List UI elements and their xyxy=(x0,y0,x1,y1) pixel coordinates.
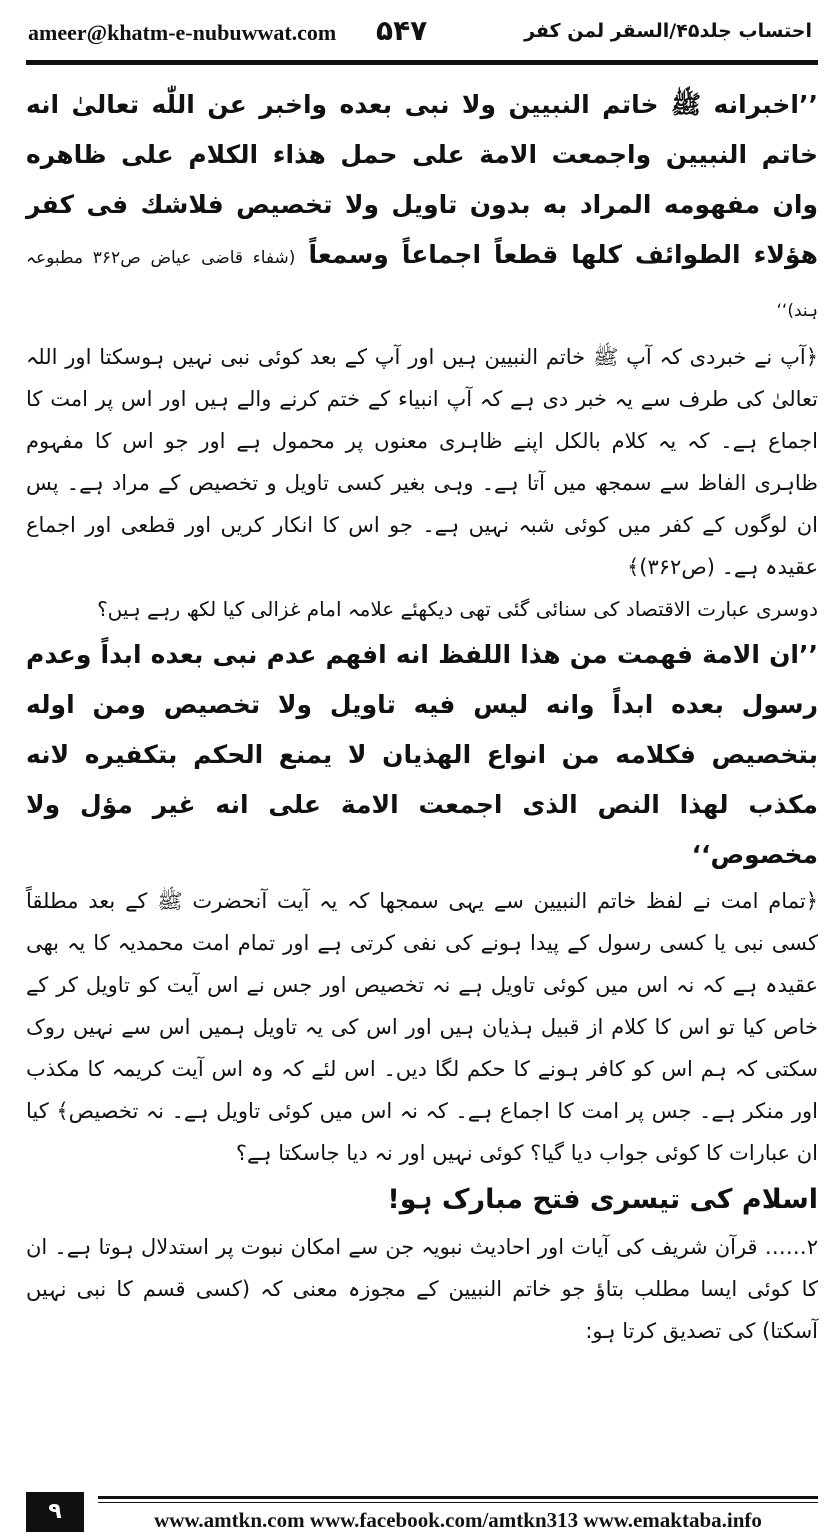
urdu-translation-1: ﴿آپ نے خبردی کہ آپ ﷺ خاتم النبیین ہیں اور آپ کے بعد کوئی نبی نہیں ہوسکتا اور اللہ تعالیٰ کی طرف سے یہ خبر دی ہے کہ آپ انبیاء کے ختم کرنے والے ہیں اور اس پر امت کا اجماع ہے۔ کہ یہ کلام بالکل اپنے ظاہری معنوں پر محمول ہے اور جو اس کا مفہوم ظاہری الفاظ سے سمجھ میں آتا ہے۔ وہی بغیر کسی تاویل و تخصیص کے مراد ہے۔ پس ان لوگوں کے کفر میں کوئی شبہ نہیں ہے۔ جو اس کا انکار کریں اور قطعی اور اجماع عقیدہ ہے۔ (ص۳۶۲)﴾ xyxy=(26,345,818,579)
header-page-number: ۵۴۷ xyxy=(376,14,428,47)
arabic-quote-2: ’’ان الامة فهمت من هذا اللفظ انه افهم عدم نبی بعده ابداً وعدم رسول بعده ابداً وانه لیس فیه تاویل ولا تخصیص ومن اوله بتخصیص فکلامه من انواع الهذیان لا یمنع الحکم بتکفیره لانه مکذب لهذا النص الذی اجمعت الامة علی انه غیر مؤل ولا مخصوص‘‘ xyxy=(26,640,818,869)
page-header xyxy=(0,0,840,64)
point-2: ۲…… قرآن شریف کی آیات اور احادیث نبویہ جن سے امکان نبوت پر استدلال ہوتا ہے۔ ان کا کوئی ایسا مطلب بتاؤ جو خاتم النبیین کے مجوزہ معنی کہ (کسی قسم کا نبی نہیں آسکتا) کی تصدیق کرتا ہو: xyxy=(26,1235,818,1343)
arabic-quote-1 xyxy=(26,80,818,336)
footer-rule-thick xyxy=(98,1496,818,1499)
page-body xyxy=(26,80,818,1352)
footer-urls: www.amtkn.com www.facebook.com/amtkn313 www.emaktaba.info xyxy=(154,1508,762,1532)
section-headline: اسلام کی تیسری فتح مبارک ہو! xyxy=(387,1184,818,1215)
header-title: احتساب جلد۴۵/السقر لمن کفر xyxy=(524,20,812,42)
header-email: ameer@khatm-e-nubuwwat.com xyxy=(28,20,337,45)
page-footer xyxy=(0,1490,840,1540)
arabic-quote-1-text: ’’اخبرانه ﷺ خاتم النبیین ولا نبی بعده واخبر عن اللّٰه تعالیٰ انه خاتم النبیین واجمعت الامة علی حمل هذاء الکلام علی ظاهره وان مفهومه المراد به بدون تاویل ولا تخصیص فلاشك فی کفر هؤلاء الطوائف کلها قطعاً اجماعاً وسمعاً xyxy=(26,90,818,269)
footer-rule-thin xyxy=(98,1502,818,1503)
arabic-quote-1-source: (شفاء قاضی عیاض ص۳۶۲ مطبوعہ ہند)‘‘ xyxy=(26,248,818,321)
header-rule xyxy=(26,60,818,65)
urdu-question-1: دوسری عبارت الاقتصاد کی سنائی گئی تھی دیکھئے علامہ امام غزالی کیا لکھ رہے ہیں؟ xyxy=(97,597,818,621)
footer-page-number: ۹ xyxy=(26,1492,84,1532)
urdu-translation-2: ﴿تمام امت نے لفظ خاتم النبیین سے یہی سمجھا کہ یہ آیت آنحضرت ﷺ کے بعد مطلقاً کسی نبی یا کسی رسول کے پیدا ہونے کی نفی کرتی ہے اور تمام امت محمدیہ کا یہ بھی عقیدہ ہے کہ نہ اس میں کوئی تاویل ہے نہ تخصیص اور جس نے اس آیت کو تاویل کر کے خاص کیا تو اس کا کلام از قبیل ہذیان ہیں اور اس کی یہ تاویل ہمیں اس سے نہیں روک سکتی کہ ہم اس کو کافر ہونے کا حکم لگا دیں۔ اس لئے کہ وہ اس آیت کریمہ کا مکذب اور منکر ہے۔ جس پر امت کا اجماع ہے۔ کہ نہ اس میں کوئی تاویل ہے۔ نہ تخصیص﴾ کیا ان عبارات کا کوئی جواب دیا گیا؟ کوئی نہیں اور نہ دیا جاسکتا ہے؟ xyxy=(26,889,818,1165)
